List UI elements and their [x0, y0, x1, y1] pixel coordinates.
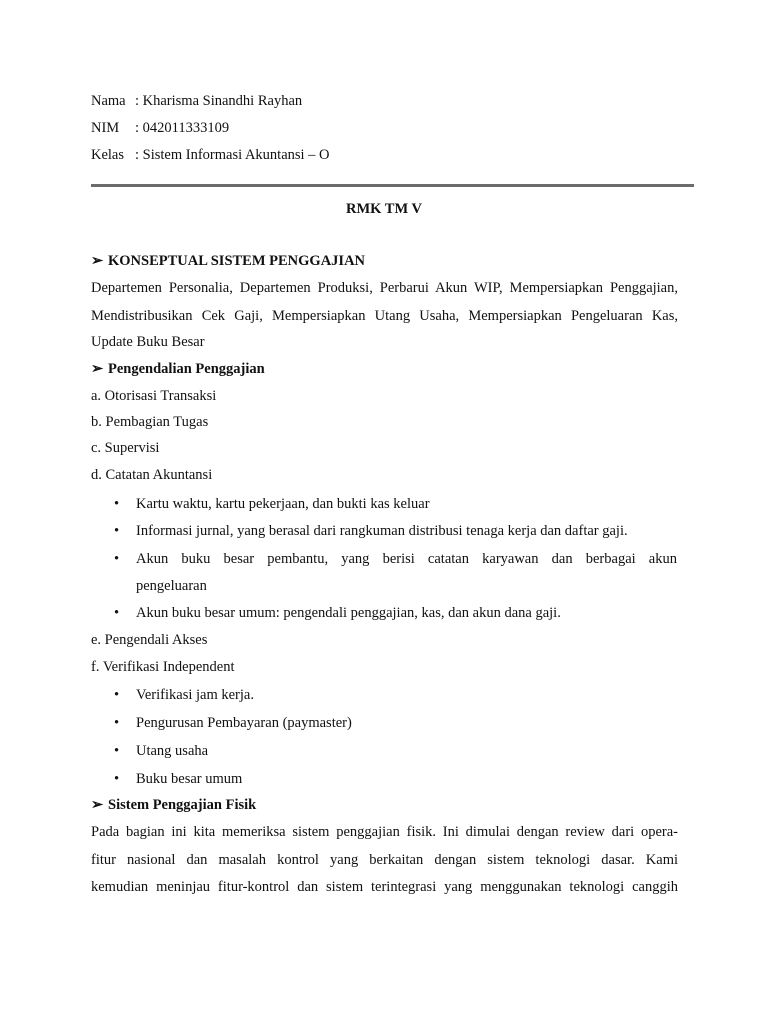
list-item-a: a. Otorisasi Transaksi — [91, 388, 217, 404]
bullet-dot-icon: • — [114, 551, 120, 567]
bullet-dot-icon: • — [114, 523, 120, 539]
sub-bullet-item: Akun buku besar pembantu, yang berisi catatan karyawan dan berbagai akun — [136, 551, 677, 567]
name-value: : Kharisma Sinandhi Rayhan — [135, 93, 303, 109]
class-label: Kelas — [91, 147, 125, 163]
bullet-dot-icon: • — [114, 687, 120, 703]
sub-bullet-item: Buku besar umum — [136, 771, 243, 787]
paragraph-line: Mendistribusikan Cek Gaji, Mempersiapkan Utang Usaha, Mempersiapkan Pengeluaran Kas, — [91, 308, 678, 324]
sub-bullet-item: Utang usaha — [136, 743, 209, 759]
nim-value: : 042011333109 — [135, 120, 230, 136]
sub-bullet-item: Kartu waktu, kartu pekerjaan, dan bukti kas keluar — [136, 496, 430, 512]
bullet-dot-icon: • — [114, 605, 120, 621]
paragraph-line: fitur nasional dan masalah kontrol yang berkaitan dengan sistem teknologi dasar. Kami — [91, 852, 678, 868]
section-heading-text: Sistem Penggajian Fisik — [108, 797, 257, 813]
arrow-bullet-icon: ➢ — [91, 253, 104, 269]
name-label: Nama — [91, 93, 126, 109]
list-item-b: b. Pembagian Tugas — [91, 414, 209, 430]
section-heading-text: KONSEPTUAL SISTEM PENGGAJIAN — [108, 253, 366, 269]
paragraph-line: Pada bagian ini kita memeriksa sistem penggajian fisik. Ini dimulai dengan review dari opera- — [91, 824, 678, 840]
sub-bullet-item: Akun buku besar umum: pengendali penggajian, kas, dan akun dana gaji. — [136, 605, 561, 621]
document-title: RMK TM V — [346, 201, 422, 217]
section-heading-fisik — [91, 797, 256, 814]
list-item-e: e. Pengendali Akses — [91, 632, 208, 648]
bullet-dot-icon: • — [114, 743, 120, 759]
bullet-dot-icon: • — [114, 771, 120, 787]
section-heading-text: Pengendalian Penggajian — [108, 361, 265, 377]
list-item-c: c. Supervisi — [91, 440, 160, 456]
nim-label: NIM — [91, 120, 120, 136]
paragraph-line: Departemen Personalia, Departemen Produksi, Perbarui Akun WIP, Mempersiapkan Penggajian, — [91, 280, 678, 296]
list-item-f: f. Verifikasi Independent — [91, 659, 235, 675]
section-heading-konseptual — [91, 253, 365, 270]
header-divider — [91, 184, 694, 187]
arrow-bullet-icon: ➢ — [91, 797, 104, 813]
paragraph-line: kemudian meninjau fitur-kontrol dan sistem terintegrasi yang menggunakan teknologi canggih — [91, 879, 678, 895]
section-heading-pengendalian — [91, 361, 265, 378]
bullet-dot-icon: • — [114, 715, 120, 731]
list-item-d: d. Catatan Akuntansi — [91, 467, 213, 483]
sub-bullet-item: Informasi jurnal, yang berasal dari rangkuman distribusi tenaga kerja dan daftar gaji. — [136, 523, 628, 539]
sub-bullet-item: Verifikasi jam kerja. — [136, 687, 254, 703]
paragraph-line: Update Buku Besar — [91, 334, 205, 350]
bullet-dot-icon: • — [114, 496, 120, 512]
class-value: : Sistem Informasi Akuntansi – O — [135, 147, 330, 163]
sub-bullet-item: Pengurusan Pembayaran (paymaster) — [136, 715, 352, 731]
arrow-bullet-icon: ➢ — [91, 361, 104, 377]
sub-bullet-item-continued: pengeluaran — [136, 578, 207, 594]
